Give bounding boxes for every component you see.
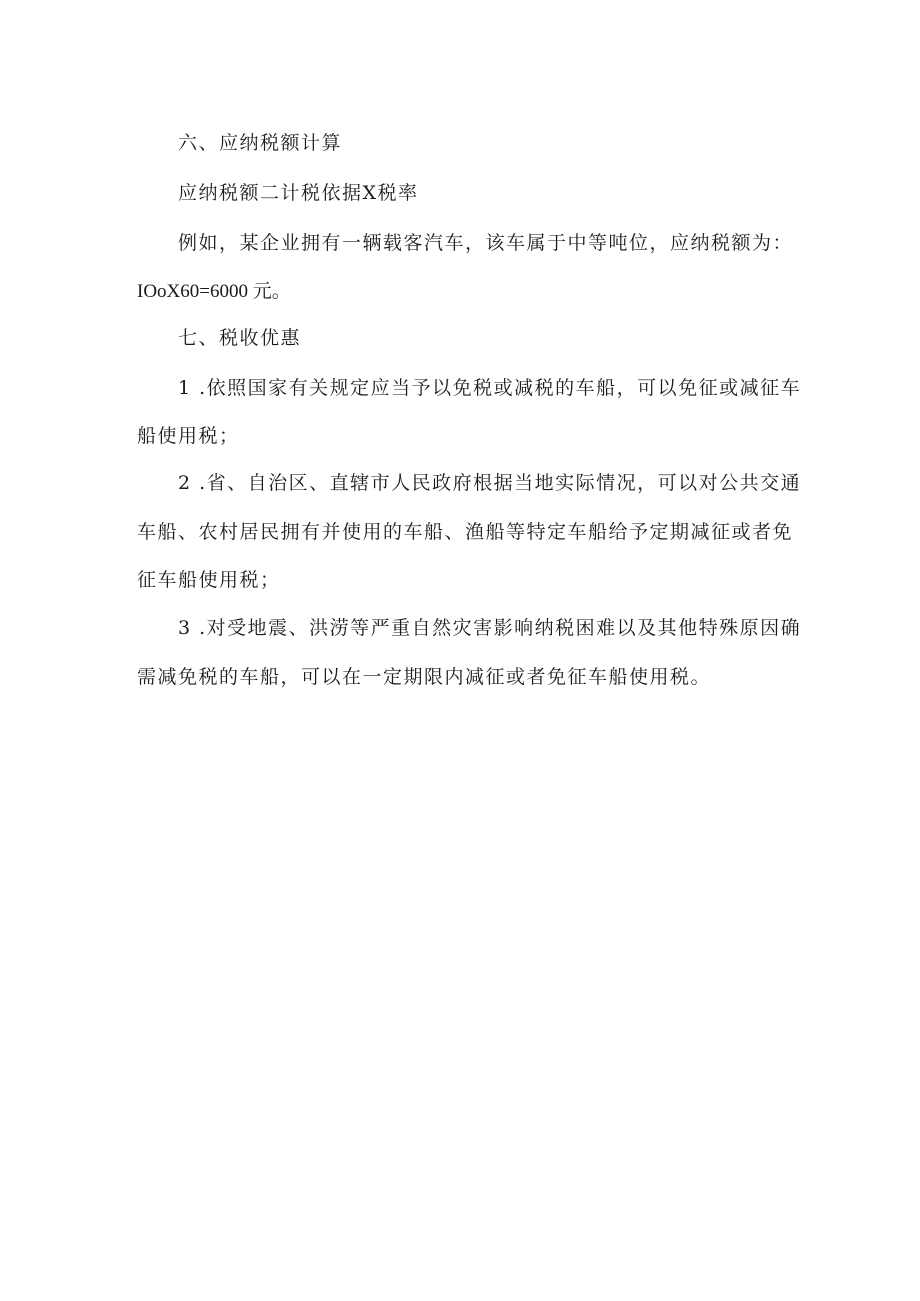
example-text-line-2: IOoX60=6000 元。: [137, 281, 291, 302]
section-heading-7: 七、税收优惠: [178, 327, 302, 349]
example-text-line-1: 例如，某企业拥有一辆载客汽车，该车属于中等吨位，应纳税额为：: [178, 232, 794, 254]
preference-item-3-line-1: 3 .对受地震、洪涝等严重自然灾害影响纳税困难以及其他特殊原因确: [178, 617, 802, 639]
tax-formula: 应纳税额二计税依据X税率: [178, 182, 419, 204]
preference-item-3-line-2: 需减免税的车船，可以在一定期限内减征或者免征车船使用税。: [137, 666, 712, 688]
preference-item-2-line-1: 2 .省、自治区、直辖市人民政府根据当地实际情况，可以对公共交通: [178, 472, 802, 494]
preference-item-1-line-1: 1 .依照国家有关规定应当予以免税或减税的车船，可以免征或减征车: [178, 377, 802, 399]
preference-item-1-line-2: 船使用税；: [137, 425, 240, 447]
preference-item-2-line-3: 征车船使用税；: [137, 569, 281, 591]
preference-item-2-line-2: 车船、农村居民拥有并使用的车船、渔船等特定车船给予定期减征或者免: [137, 521, 794, 543]
section-heading-6: 六、应纳税额计算: [178, 132, 343, 154]
